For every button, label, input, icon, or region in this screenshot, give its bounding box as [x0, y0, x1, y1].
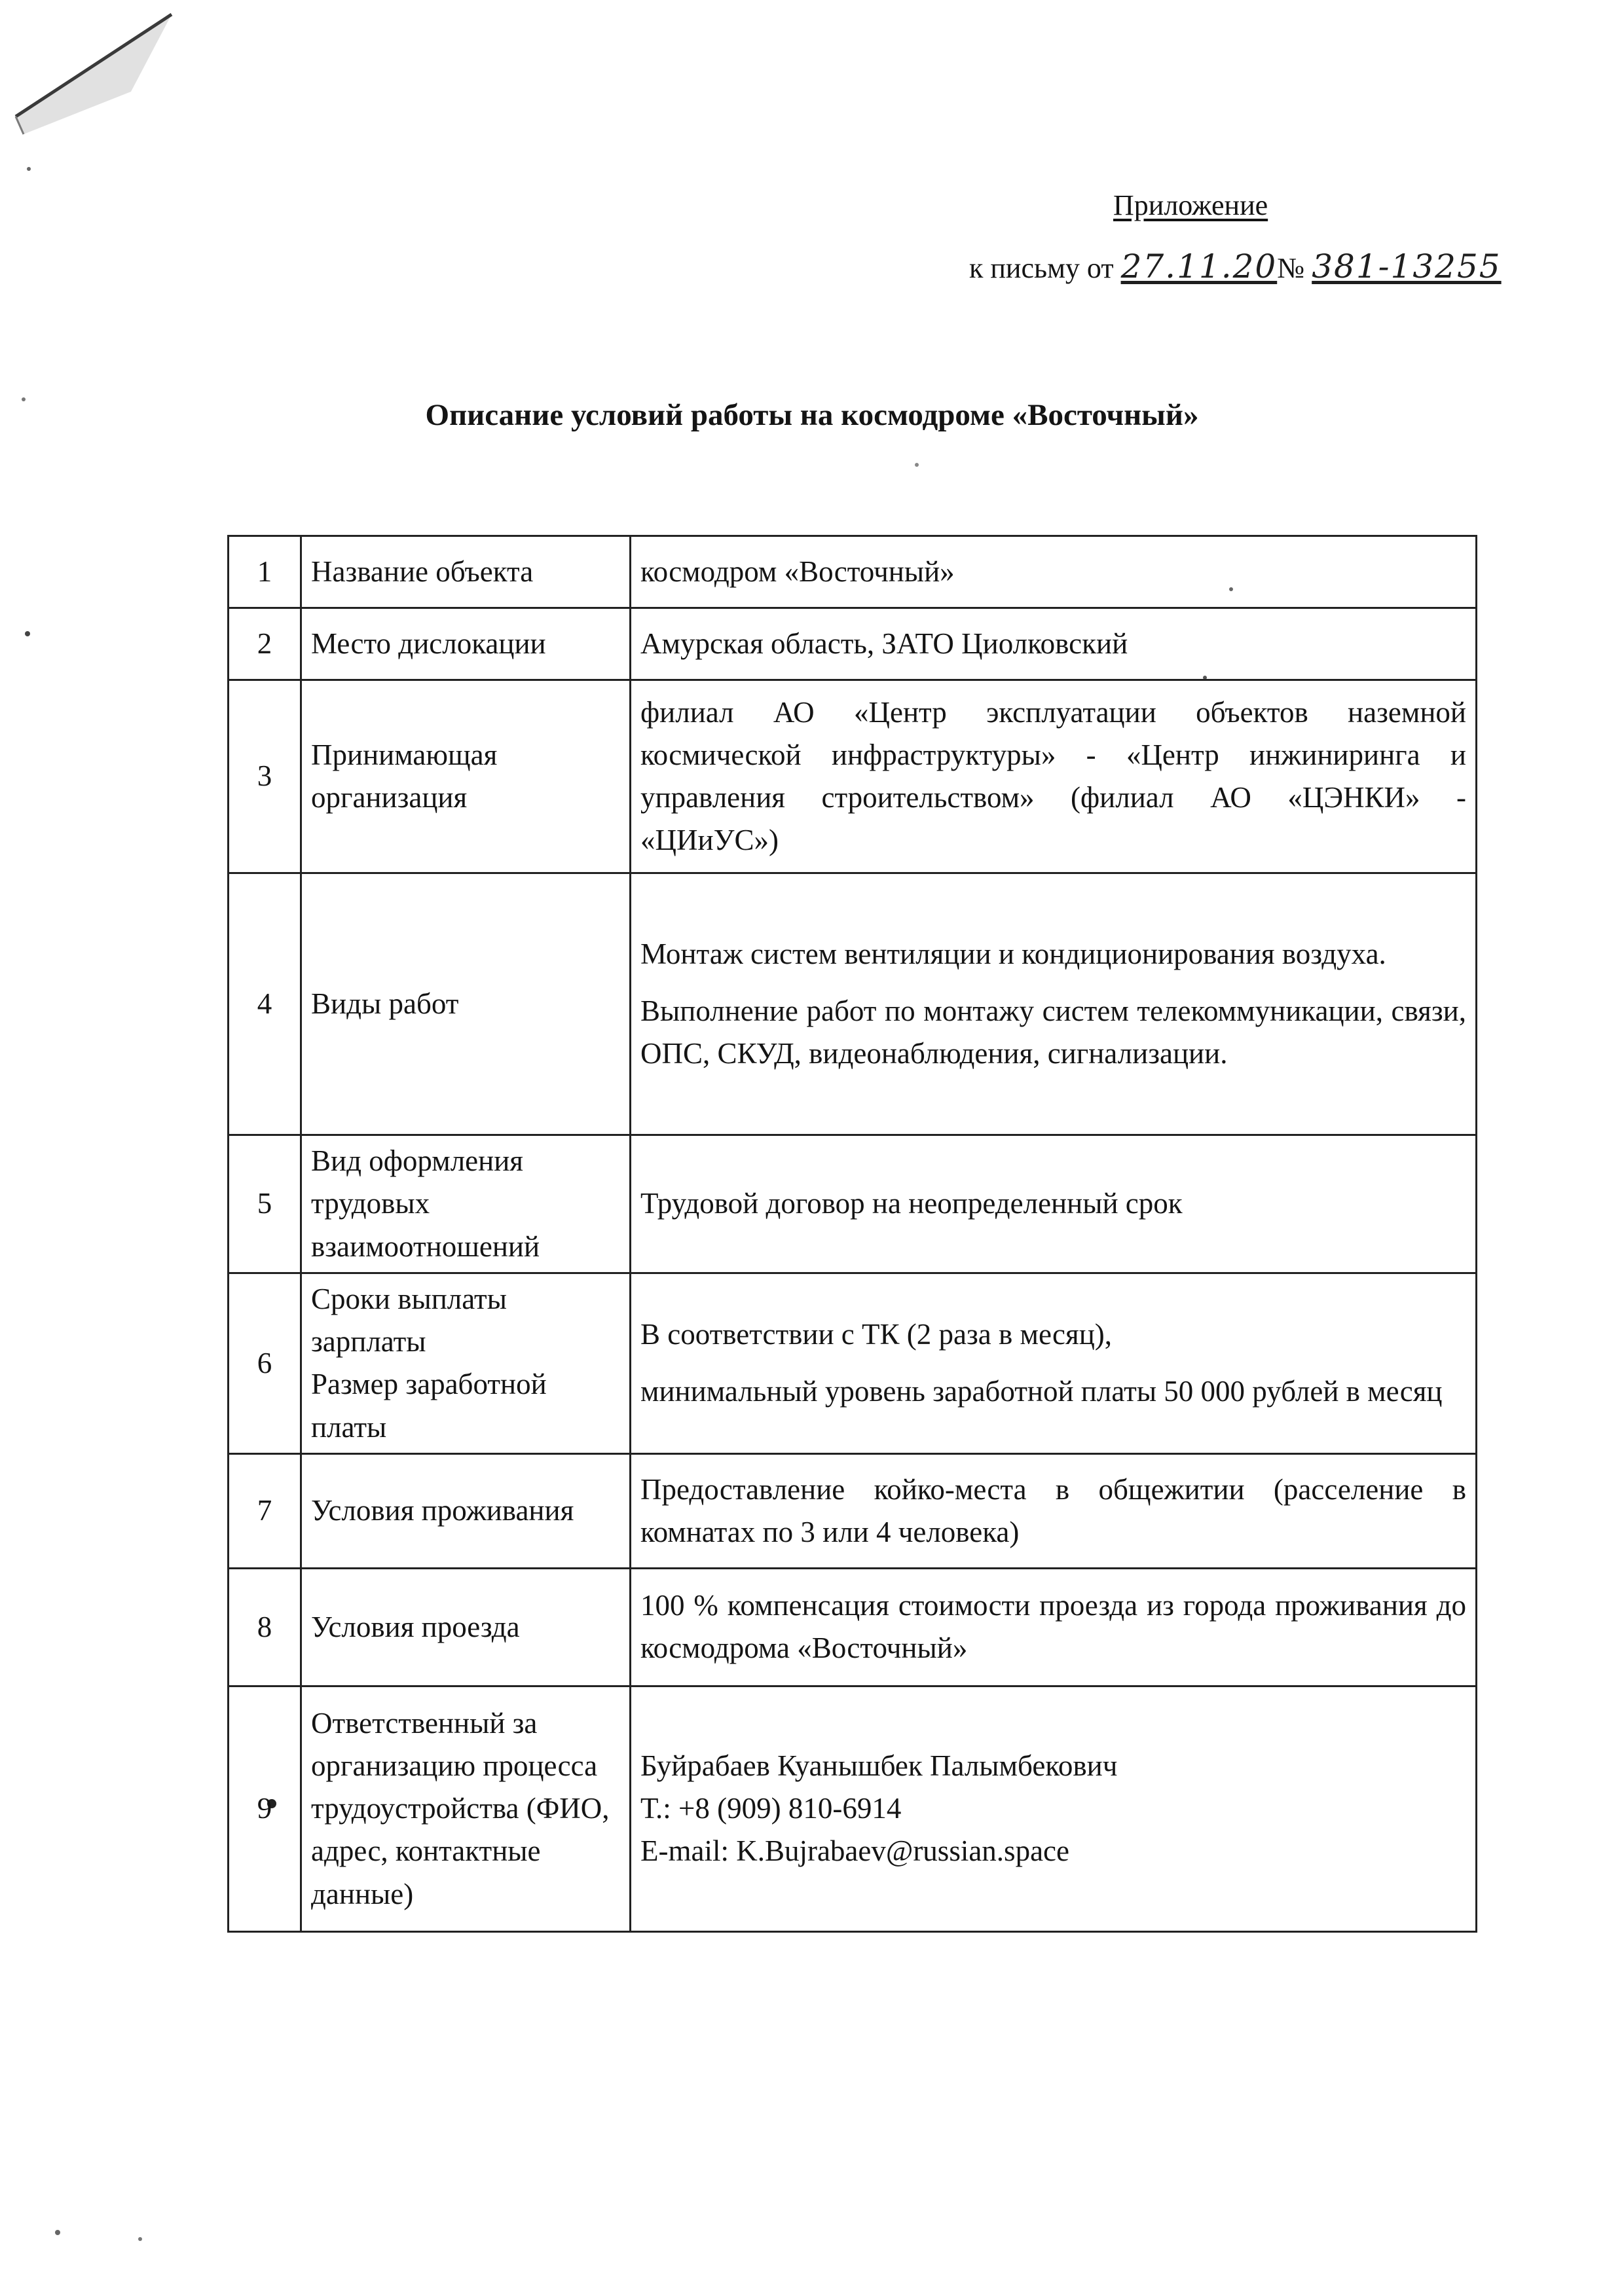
letter-prefix: к письму от [969, 252, 1114, 284]
row-label: Ответственный за организацию процесса трудоустройства (ФИО, адрес, контактные данные) [301, 1686, 631, 1931]
row-number: 3 [229, 680, 301, 873]
contact-phone: Т.: +8 (909) 810-6914 [640, 1792, 902, 1825]
row-value [631, 536, 1477, 608]
row-label: Место дислокации [301, 608, 631, 680]
row-number: 7 [229, 1453, 301, 1568]
table-row [229, 873, 1477, 1135]
row-label: Сроки выплаты зарплаты Размер заработной платы [301, 1273, 631, 1453]
row-value [631, 608, 1477, 680]
row-value [631, 1686, 1477, 1931]
row-number: 8 [229, 1568, 301, 1686]
row-label: Принимающая организация [301, 680, 631, 873]
contact-email: E-mail: K.Bujrabaev@russian.space [640, 1834, 1069, 1868]
value-line: В соответствии с ТК (2 раза в месяц), [640, 1318, 1113, 1351]
value-line: Трудовой договор на неопределенный срок [640, 1187, 1183, 1220]
letter-date-handwritten: 27.11.20 [1120, 247, 1278, 285]
value-line: Выполнение работ по монтажу систем телекоммуникации, связи, ОПС, СКУД, видеонаблюдения, сигнализации. [640, 994, 1466, 1070]
table-row [229, 680, 1477, 873]
row-label: Вид оформления трудовых взаимоотношений [301, 1135, 631, 1273]
row-number: 9 [229, 1686, 301, 1931]
value-line: Предоставление койко-места в общежитии (расселение в комнатах по 3 или 4 человека) [640, 1472, 1466, 1548]
row-value [631, 1273, 1477, 1453]
row-number: 6 [229, 1273, 301, 1453]
letter-number-handwritten: 381-13255 [1312, 247, 1502, 285]
row-label: Виды работ [301, 873, 631, 1135]
letter-reference [969, 247, 1502, 285]
row-number: 1 [229, 536, 301, 608]
table-row [229, 1453, 1477, 1568]
row-value [631, 1135, 1477, 1273]
row-value [631, 1453, 1477, 1568]
work-conditions-table [227, 535, 1477, 1933]
table-row [229, 1568, 1477, 1686]
document-title: Описание условий работы на космодроме «Восточный» [425, 398, 1199, 432]
value-line: минимальный уровень заработной платы 50 000 рублей в месяц [640, 1375, 1443, 1408]
value-line: космодром «Восточный» [640, 555, 955, 588]
appendix-label: Приложение [1113, 189, 1268, 221]
row-label: Условия проживания [301, 1453, 631, 1568]
table-row [229, 1135, 1477, 1273]
value-line: Монтаж систем вентиляции и кондиционирования воздуха. [640, 937, 1386, 970]
value-line: филиал АО «Центр эксплуатации объектов наземной космической инфраструктуры» - «Центр инжиниринга и управления строительством» (филиал АО «ЦЭНКИ» - «ЦИиУС») [640, 695, 1466, 857]
row-label: Название объекта [301, 536, 631, 608]
table-row [229, 536, 1477, 608]
row-label: Условия проезда [301, 1568, 631, 1686]
row-value [631, 1568, 1477, 1686]
table-row [229, 1686, 1477, 1931]
row-number: 2 [229, 608, 301, 680]
table-row [229, 1273, 1477, 1453]
number-sign: № [1277, 252, 1305, 284]
value-line: 100 % компенсация стоимости проезда из города проживания до космодрома «Восточный» [640, 1589, 1466, 1665]
row-number: 4 [229, 873, 301, 1135]
table-row [229, 608, 1477, 680]
row-number: 5 [229, 1135, 301, 1273]
contact-name: Буйрабаев Куанышбек Палымбекович [640, 1749, 1118, 1782]
value-line: Амурская область, ЗАТО Циолковский [640, 627, 1128, 660]
row-value [631, 680, 1477, 873]
row-value [631, 873, 1477, 1135]
